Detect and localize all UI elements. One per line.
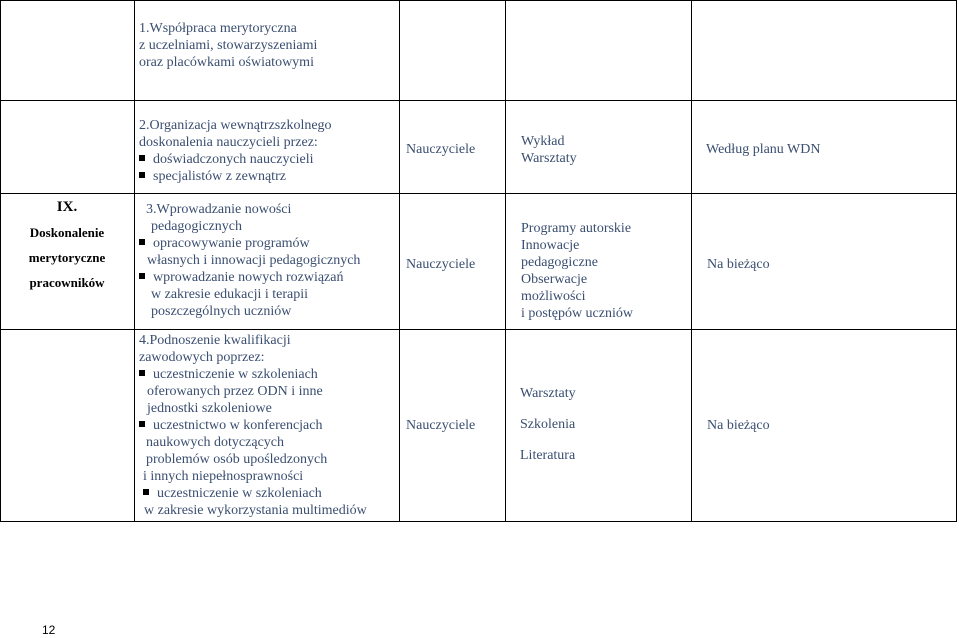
activity-3-line: 3.Wprowadzanie nowości xyxy=(146,202,292,217)
activity-3-line: pedagogicznych xyxy=(151,219,242,234)
activity-4-line: naukowych dotyczących xyxy=(146,435,284,450)
who-3: Nauczyciele xyxy=(406,257,476,272)
activity-3-line: w zakresie edukacji i terapii xyxy=(151,287,309,302)
section-name-line: Doskonalenie xyxy=(29,225,105,240)
term-2: Według planu WDN xyxy=(706,142,821,157)
form-3 xyxy=(521,220,633,322)
bullet-icon xyxy=(139,155,145,161)
activity-4-line: problemów osób upośledzonych xyxy=(146,452,328,467)
cell-r2-section xyxy=(0,100,134,193)
activity-3-line: poszczególnych uczniów xyxy=(151,304,292,319)
page-number: 12 xyxy=(42,623,56,637)
cell-r1-term xyxy=(691,0,957,100)
activity-1-line: 1.Współpraca merytoryczna xyxy=(139,21,297,36)
bullet-icon xyxy=(139,421,145,427)
form-2-line: Warsztaty xyxy=(521,151,577,166)
activity-3-line: własnych i innowacji pedagogicznych xyxy=(147,253,361,268)
form-4-line: Szkolenia xyxy=(520,417,576,432)
activity-2-bullet-item: specjalistów z zewnątrz xyxy=(139,168,332,185)
activity-1-text xyxy=(139,20,317,71)
activity-4-bullet-item: uczestnictwo w konferencjach xyxy=(139,417,367,434)
activity-2-text xyxy=(139,117,332,185)
activity-3-bullet-item: wprowadzanie nowych rozwiązań xyxy=(139,269,360,286)
form-2-line: Wykład xyxy=(521,134,565,149)
cell-r4-section xyxy=(0,329,134,522)
section-number: IX. xyxy=(56,199,78,215)
form-3-line: Obserwacje xyxy=(521,272,588,287)
form-3-line: możliwości xyxy=(521,289,586,304)
activity-2-intro-line: 2.Organizacja wewnątrzszkolnego xyxy=(139,118,332,133)
activity-4-line: jednostki szkoleniowe xyxy=(147,401,272,416)
activity-4-line: zawodowych poprzez: xyxy=(139,350,265,365)
term-4: Na bieżąco xyxy=(707,418,770,433)
activity-4-bullet-item: uczestniczenie w szkoleniach xyxy=(139,485,367,502)
activity-4-line: w zakresie wykorzystania multimediów xyxy=(144,503,367,518)
form-4-line: Warsztaty xyxy=(520,386,576,401)
activity-4-line: i innych niepełnosprawności xyxy=(143,469,304,484)
activity-2-intro-line: doskonalenia nauczycieli przez: xyxy=(139,135,318,150)
activity-4-line: oferowanych przez ODN i inne xyxy=(147,384,323,399)
form-3-line: i postępów uczniów xyxy=(521,306,633,321)
section-name-line: pracowników xyxy=(29,275,105,290)
activity-3-text xyxy=(139,201,360,320)
activity-1-line: oraz placówkami oświatowymi xyxy=(139,55,314,70)
form-3-line: Innowacje xyxy=(521,238,580,253)
form-4 xyxy=(520,378,576,471)
cell-r1-form xyxy=(505,0,691,100)
bullet-icon xyxy=(143,489,149,495)
form-3-line: pedagogiczne xyxy=(521,255,598,270)
who-2: Nauczyciele xyxy=(406,142,476,157)
bullet-icon xyxy=(139,273,145,279)
bullet-icon xyxy=(139,370,145,376)
section-title xyxy=(8,198,126,292)
who-4: Nauczyciele xyxy=(406,418,476,433)
bullet-icon xyxy=(139,239,145,245)
activity-4-line: 4.Podnoszenie kwalifikacji xyxy=(139,333,291,348)
form-4-line: Literatura xyxy=(520,448,576,463)
activity-4-bullet-item: uczestniczenie w szkoleniach xyxy=(139,366,367,383)
cell-r1-section xyxy=(0,0,134,100)
activity-4-text xyxy=(139,332,367,519)
term-3: Na bieżąco xyxy=(707,257,770,272)
activity-3-bullet-item: opracowywanie programów xyxy=(139,235,360,252)
section-name-line: merytoryczne xyxy=(28,250,106,265)
bullet-icon xyxy=(139,172,145,178)
form-2 xyxy=(521,133,577,167)
cell-r1-who xyxy=(399,0,505,100)
activity-2-bullet-item: doświadczonych nauczycieli xyxy=(139,151,332,168)
activity-1-line: z uczelniami, stowarzyszeniami xyxy=(139,38,318,53)
form-3-line: Programy autorskie xyxy=(521,221,632,236)
